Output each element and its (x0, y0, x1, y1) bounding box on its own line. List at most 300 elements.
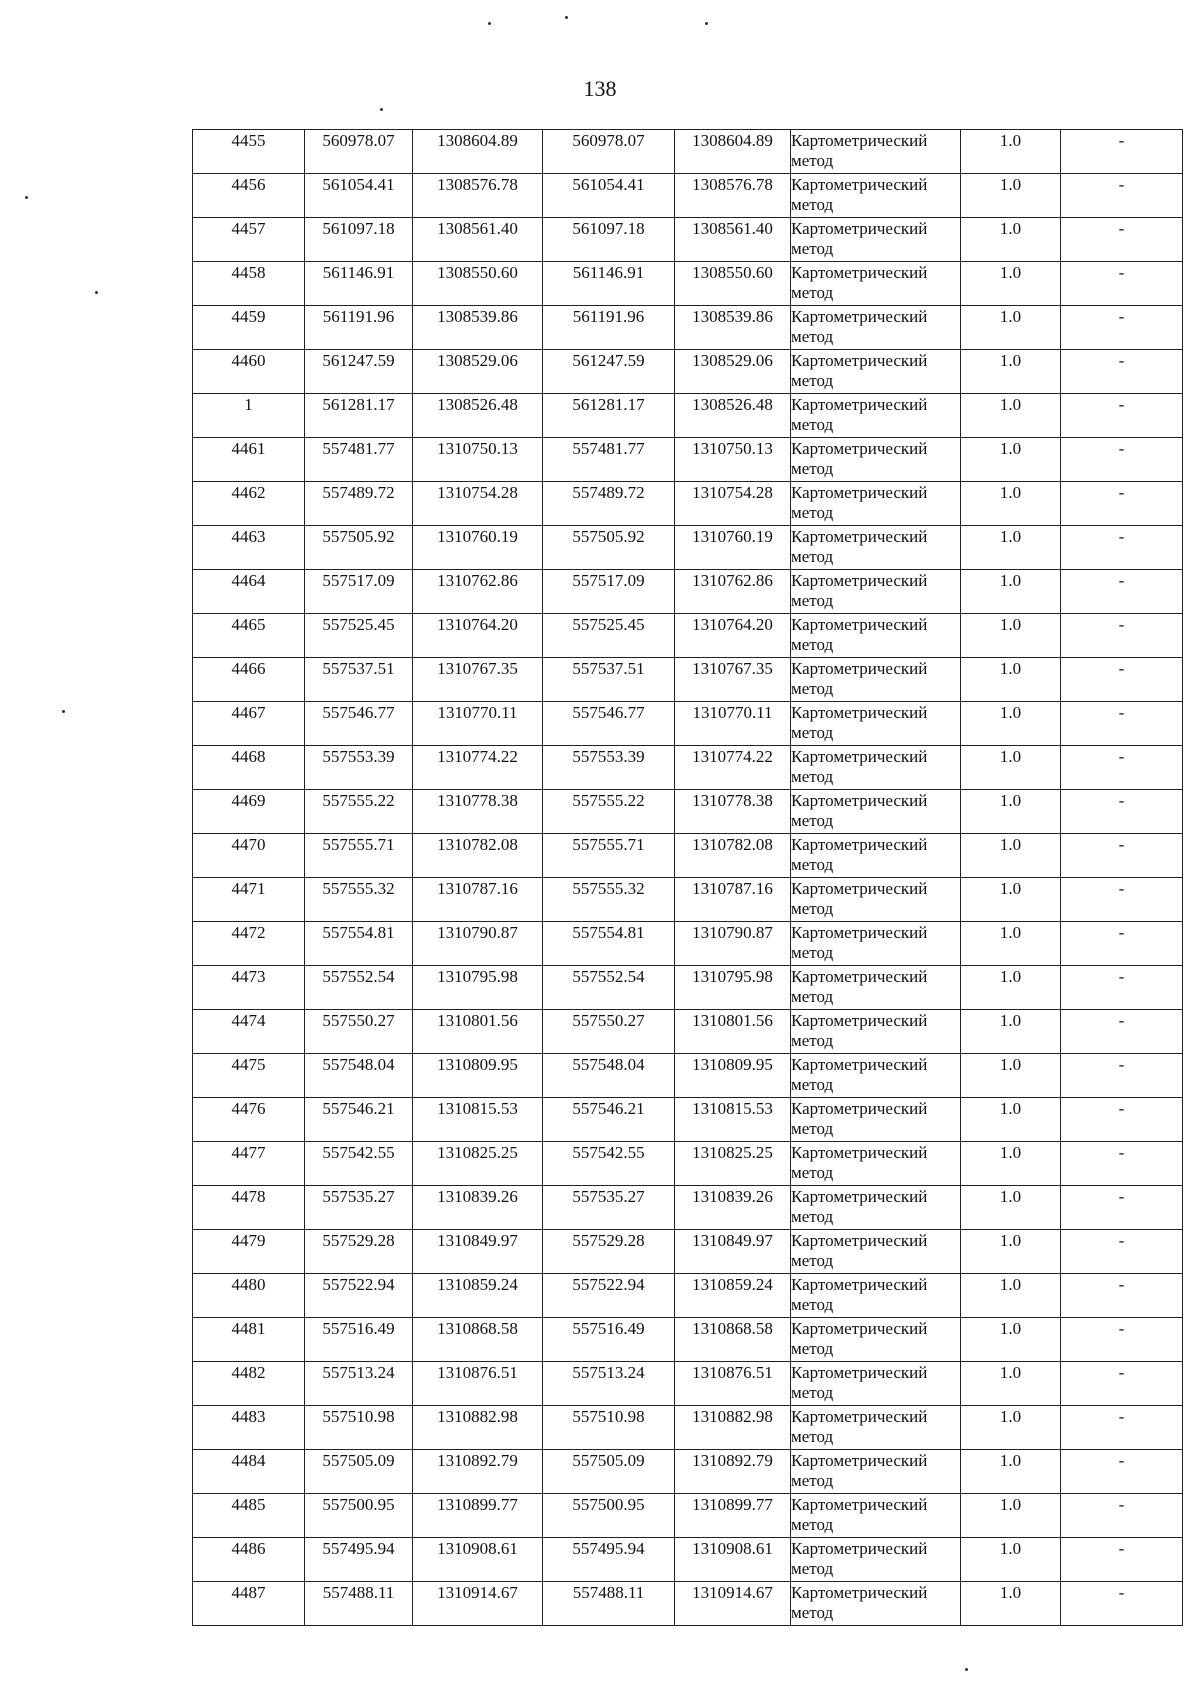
accuracy-cell: 1.0 (961, 922, 1061, 966)
method-line-2: метод (791, 899, 834, 918)
accuracy-cell: 1.0 (961, 218, 1061, 262)
method-line-2: метод (791, 767, 834, 786)
table-row (193, 966, 1183, 1010)
scan-speck (705, 22, 708, 25)
x-old-cell: 557510.98 (305, 1406, 413, 1450)
method-cell (791, 350, 961, 394)
method-cell (791, 1538, 961, 1582)
y-new-cell: 1310795.98 (675, 966, 791, 1010)
y-new-cell: 1308550.60 (675, 262, 791, 306)
note-cell: - (1061, 658, 1183, 702)
note-cell: - (1061, 1230, 1183, 1274)
y-old-cell: 1308529.06 (413, 350, 543, 394)
method-cell (791, 438, 961, 482)
x-old-cell: 557552.54 (305, 966, 413, 1010)
method-line-2: метод (791, 1339, 834, 1358)
accuracy-cell: 1.0 (961, 1362, 1061, 1406)
x-new-cell: 557522.94 (543, 1274, 675, 1318)
y-old-cell: 1310876.51 (413, 1362, 543, 1406)
note-cell: - (1061, 1494, 1183, 1538)
note-cell: - (1061, 1450, 1183, 1494)
method-cell (791, 746, 961, 790)
table-row (193, 1142, 1183, 1186)
accuracy-cell: 1.0 (961, 1450, 1061, 1494)
table-row (193, 834, 1183, 878)
method-line-2: метод (791, 151, 834, 170)
y-old-cell: 1308539.86 (413, 306, 543, 350)
y-new-cell: 1310767.35 (675, 658, 791, 702)
x-new-cell: 561054.41 (543, 174, 675, 218)
method-cell (791, 966, 961, 1010)
accuracy-cell: 1.0 (961, 438, 1061, 482)
accuracy-cell: 1.0 (961, 174, 1061, 218)
note-cell: - (1061, 1186, 1183, 1230)
point-number-cell: 4482 (193, 1362, 305, 1406)
y-old-cell: 1310801.56 (413, 1010, 543, 1054)
y-old-cell: 1310774.22 (413, 746, 543, 790)
accuracy-cell: 1.0 (961, 702, 1061, 746)
method-line-1: Картометрический (791, 1583, 928, 1602)
note-cell: - (1061, 1318, 1183, 1362)
accuracy-cell: 1.0 (961, 878, 1061, 922)
x-old-cell: 557517.09 (305, 570, 413, 614)
x-old-cell: 561146.91 (305, 262, 413, 306)
method-line-1: Картометрический (791, 395, 928, 414)
x-old-cell: 557555.71 (305, 834, 413, 878)
method-line-2: метод (791, 283, 834, 302)
point-number-cell: 4478 (193, 1186, 305, 1230)
table-row (193, 570, 1183, 614)
note-cell: - (1061, 218, 1183, 262)
accuracy-cell: 1.0 (961, 1010, 1061, 1054)
table-row (193, 306, 1183, 350)
accuracy-cell: 1.0 (961, 746, 1061, 790)
method-line-1: Картометрический (791, 1143, 928, 1162)
point-number-cell: 4461 (193, 438, 305, 482)
x-old-cell: 557529.28 (305, 1230, 413, 1274)
method-cell (791, 702, 961, 746)
table-row (193, 614, 1183, 658)
note-cell: - (1061, 834, 1183, 878)
point-number-cell: 4484 (193, 1450, 305, 1494)
x-new-cell: 557537.51 (543, 658, 675, 702)
note-cell: - (1061, 1362, 1183, 1406)
x-old-cell: 557546.77 (305, 702, 413, 746)
method-cell (791, 922, 961, 966)
point-number-cell: 4475 (193, 1054, 305, 1098)
method-line-2: метод (791, 415, 834, 434)
y-new-cell: 1310882.98 (675, 1406, 791, 1450)
method-line-2: метод (791, 503, 834, 522)
method-cell (791, 262, 961, 306)
scan-speck (380, 108, 383, 111)
point-number-cell: 4471 (193, 878, 305, 922)
method-cell (791, 1230, 961, 1274)
point-number-cell: 4457 (193, 218, 305, 262)
point-number-cell: 4483 (193, 1406, 305, 1450)
method-cell (791, 482, 961, 526)
method-line-1: Картометрический (791, 1231, 928, 1250)
method-cell (791, 526, 961, 570)
accuracy-cell: 1.0 (961, 1406, 1061, 1450)
method-line-1: Картометрический (791, 615, 928, 634)
y-old-cell: 1310770.11 (413, 702, 543, 746)
method-line-1: Картометрический (791, 703, 928, 722)
x-old-cell: 557548.04 (305, 1054, 413, 1098)
point-number-cell: 4462 (193, 482, 305, 526)
y-new-cell: 1310899.77 (675, 1494, 791, 1538)
x-old-cell: 557516.49 (305, 1318, 413, 1362)
y-old-cell: 1308550.60 (413, 262, 543, 306)
method-line-1: Картометрический (791, 527, 928, 546)
accuracy-cell: 1.0 (961, 1186, 1061, 1230)
point-number-cell: 4477 (193, 1142, 305, 1186)
method-cell (791, 1142, 961, 1186)
method-line-2: метод (791, 943, 834, 962)
y-old-cell: 1310825.25 (413, 1142, 543, 1186)
y-old-cell: 1308526.48 (413, 394, 543, 438)
method-cell (791, 570, 961, 614)
note-cell: - (1061, 570, 1183, 614)
y-new-cell: 1310762.86 (675, 570, 791, 614)
table-row (193, 218, 1183, 262)
y-old-cell: 1310899.77 (413, 1494, 543, 1538)
point-number-cell: 4487 (193, 1582, 305, 1626)
accuracy-cell: 1.0 (961, 1494, 1061, 1538)
note-cell: - (1061, 438, 1183, 482)
coordinates-table-body (193, 130, 1183, 1626)
x-old-cell: 557546.21 (305, 1098, 413, 1142)
table-row (193, 1582, 1183, 1626)
method-line-1: Картометрический (791, 1099, 928, 1118)
note-cell: - (1061, 1010, 1183, 1054)
method-line-2: метод (791, 547, 834, 566)
method-line-1: Картометрический (791, 1363, 928, 1382)
table-row (193, 1054, 1183, 1098)
note-cell: - (1061, 746, 1183, 790)
method-cell (791, 1362, 961, 1406)
page-number: 138 (583, 76, 617, 101)
table-row (193, 790, 1183, 834)
table-row (193, 658, 1183, 702)
x-new-cell: 557546.21 (543, 1098, 675, 1142)
method-cell (791, 1450, 961, 1494)
point-number-cell: 4469 (193, 790, 305, 834)
x-old-cell: 557555.22 (305, 790, 413, 834)
method-line-1: Картометрический (791, 1451, 928, 1470)
table-row (193, 1538, 1183, 1582)
y-old-cell: 1310809.95 (413, 1054, 543, 1098)
scan-speck (25, 196, 28, 199)
y-new-cell: 1310764.20 (675, 614, 791, 658)
point-number-cell: 4455 (193, 130, 305, 174)
y-new-cell: 1310770.11 (675, 702, 791, 746)
method-cell (791, 1406, 961, 1450)
y-old-cell: 1308576.78 (413, 174, 543, 218)
x-old-cell: 557553.39 (305, 746, 413, 790)
method-cell (791, 1186, 961, 1230)
point-number-cell: 4464 (193, 570, 305, 614)
table-row (193, 1406, 1183, 1450)
x-new-cell: 561146.91 (543, 262, 675, 306)
table-row (193, 526, 1183, 570)
accuracy-cell: 1.0 (961, 526, 1061, 570)
method-line-1: Картометрический (791, 659, 928, 678)
x-new-cell: 557552.54 (543, 966, 675, 1010)
y-new-cell: 1310859.24 (675, 1274, 791, 1318)
x-new-cell: 557517.09 (543, 570, 675, 614)
y-old-cell: 1310795.98 (413, 966, 543, 1010)
y-new-cell: 1310839.26 (675, 1186, 791, 1230)
method-line-2: метод (791, 723, 834, 742)
accuracy-cell: 1.0 (961, 658, 1061, 702)
x-old-cell: 557535.27 (305, 1186, 413, 1230)
x-old-cell: 557555.32 (305, 878, 413, 922)
x-old-cell: 557525.45 (305, 614, 413, 658)
y-new-cell: 1310782.08 (675, 834, 791, 878)
point-number-cell: 4468 (193, 746, 305, 790)
note-cell: - (1061, 1054, 1183, 1098)
method-line-2: метод (791, 1559, 834, 1578)
x-new-cell: 561247.59 (543, 350, 675, 394)
accuracy-cell: 1.0 (961, 306, 1061, 350)
x-new-cell: 557553.39 (543, 746, 675, 790)
x-old-cell: 557522.94 (305, 1274, 413, 1318)
method-cell (791, 790, 961, 834)
note-cell: - (1061, 966, 1183, 1010)
point-number-cell: 4485 (193, 1494, 305, 1538)
y-new-cell: 1310815.53 (675, 1098, 791, 1142)
y-new-cell: 1310790.87 (675, 922, 791, 966)
y-new-cell: 1310825.25 (675, 1142, 791, 1186)
note-cell: - (1061, 614, 1183, 658)
y-old-cell: 1310849.97 (413, 1230, 543, 1274)
table-row (193, 1318, 1183, 1362)
accuracy-cell: 1.0 (961, 1230, 1061, 1274)
y-old-cell: 1310778.38 (413, 790, 543, 834)
y-new-cell: 1310868.58 (675, 1318, 791, 1362)
point-number-cell: 4458 (193, 262, 305, 306)
table-row (193, 1098, 1183, 1142)
point-number-cell: 4467 (193, 702, 305, 746)
point-number-cell: 4481 (193, 1318, 305, 1362)
y-new-cell: 1310750.13 (675, 438, 791, 482)
method-line-1: Картометрический (791, 747, 928, 766)
method-line-1: Картометрический (791, 219, 928, 238)
point-number-cell: 4472 (193, 922, 305, 966)
method-line-2: метод (791, 1427, 834, 1446)
x-new-cell: 561281.17 (543, 394, 675, 438)
note-cell: - (1061, 1274, 1183, 1318)
x-old-cell: 557481.77 (305, 438, 413, 482)
point-number-cell: 4476 (193, 1098, 305, 1142)
y-new-cell: 1308539.86 (675, 306, 791, 350)
y-old-cell: 1310767.35 (413, 658, 543, 702)
y-new-cell: 1310774.22 (675, 746, 791, 790)
accuracy-cell: 1.0 (961, 1538, 1061, 1582)
method-line-2: метод (791, 1471, 834, 1490)
method-line-1: Картометрический (791, 1275, 928, 1294)
accuracy-cell: 1.0 (961, 350, 1061, 394)
method-line-2: метод (791, 1515, 834, 1534)
point-number-cell: 4470 (193, 834, 305, 878)
note-cell: - (1061, 262, 1183, 306)
y-old-cell: 1310892.79 (413, 1450, 543, 1494)
y-new-cell: 1310914.67 (675, 1582, 791, 1626)
x-new-cell: 557513.24 (543, 1362, 675, 1406)
x-new-cell: 557505.92 (543, 526, 675, 570)
method-line-1: Картометрический (791, 1407, 928, 1426)
method-cell (791, 1318, 961, 1362)
y-old-cell: 1310790.87 (413, 922, 543, 966)
table-row (193, 174, 1183, 218)
method-line-2: метод (791, 239, 834, 258)
method-line-1: Картометрический (791, 1319, 928, 1338)
x-new-cell: 557542.55 (543, 1142, 675, 1186)
table-row (193, 438, 1183, 482)
method-line-1: Картометрический (791, 131, 928, 150)
table-row (193, 350, 1183, 394)
table-row (193, 394, 1183, 438)
y-new-cell: 1310760.19 (675, 526, 791, 570)
method-line-2: метод (791, 1163, 834, 1182)
x-new-cell: 561191.96 (543, 306, 675, 350)
method-line-2: метод (791, 371, 834, 390)
y-old-cell: 1310750.13 (413, 438, 543, 482)
point-number-cell: 1 (193, 394, 305, 438)
method-line-2: метод (791, 1251, 834, 1270)
point-number-cell: 4473 (193, 966, 305, 1010)
method-line-1: Картометрический (791, 923, 928, 942)
method-cell (791, 174, 961, 218)
table-row (193, 1186, 1183, 1230)
note-cell: - (1061, 174, 1183, 218)
x-old-cell: 557537.51 (305, 658, 413, 702)
method-line-2: метод (791, 1207, 834, 1226)
accuracy-cell: 1.0 (961, 1054, 1061, 1098)
x-new-cell: 557548.04 (543, 1054, 675, 1098)
method-line-2: метод (791, 1295, 834, 1314)
x-old-cell: 557495.94 (305, 1538, 413, 1582)
method-cell (791, 218, 961, 262)
method-line-1: Картометрический (791, 175, 928, 194)
scan-speck (965, 1668, 968, 1671)
x-new-cell: 557505.09 (543, 1450, 675, 1494)
y-old-cell: 1310760.19 (413, 526, 543, 570)
x-new-cell: 557489.72 (543, 482, 675, 526)
point-number-cell: 4456 (193, 174, 305, 218)
table-row (193, 746, 1183, 790)
x-old-cell: 557505.92 (305, 526, 413, 570)
note-cell: - (1061, 1142, 1183, 1186)
y-old-cell: 1310914.67 (413, 1582, 543, 1626)
x-old-cell: 561247.59 (305, 350, 413, 394)
x-new-cell: 557550.27 (543, 1010, 675, 1054)
y-old-cell: 1310815.53 (413, 1098, 543, 1142)
scan-speck (95, 291, 98, 294)
y-new-cell: 1308561.40 (675, 218, 791, 262)
accuracy-cell: 1.0 (961, 570, 1061, 614)
table-row (193, 262, 1183, 306)
point-number-cell: 4486 (193, 1538, 305, 1582)
method-cell (791, 658, 961, 702)
method-cell (791, 614, 961, 658)
y-old-cell: 1310882.98 (413, 1406, 543, 1450)
method-cell (791, 1494, 961, 1538)
table-row (193, 1362, 1183, 1406)
method-cell (791, 834, 961, 878)
method-line-2: метод (791, 1031, 834, 1050)
method-line-2: метод (791, 1075, 834, 1094)
method-line-2: метод (791, 635, 834, 654)
y-new-cell: 1310876.51 (675, 1362, 791, 1406)
accuracy-cell: 1.0 (961, 1098, 1061, 1142)
method-line-2: метод (791, 679, 834, 698)
x-new-cell: 557554.81 (543, 922, 675, 966)
y-new-cell: 1310849.97 (675, 1230, 791, 1274)
x-new-cell: 557529.28 (543, 1230, 675, 1274)
accuracy-cell: 1.0 (961, 262, 1061, 306)
method-line-1: Картометрический (791, 1055, 928, 1074)
method-line-2: метод (791, 459, 834, 478)
x-new-cell: 557555.32 (543, 878, 675, 922)
y-new-cell: 1308604.89 (675, 130, 791, 174)
table-row (193, 702, 1183, 746)
method-line-2: метод (791, 195, 834, 214)
note-cell: - (1061, 1538, 1183, 1582)
x-new-cell: 557555.22 (543, 790, 675, 834)
method-cell (791, 306, 961, 350)
x-new-cell: 557481.77 (543, 438, 675, 482)
accuracy-cell: 1.0 (961, 1318, 1061, 1362)
y-new-cell: 1310892.79 (675, 1450, 791, 1494)
note-cell: - (1061, 1406, 1183, 1450)
note-cell: - (1061, 1582, 1183, 1626)
method-cell (791, 1582, 961, 1626)
x-old-cell: 561054.41 (305, 174, 413, 218)
method-line-1: Картометрический (791, 571, 928, 590)
note-cell: - (1061, 482, 1183, 526)
y-old-cell: 1310754.28 (413, 482, 543, 526)
method-line-1: Картометрический (791, 1495, 928, 1514)
method-line-1: Картометрический (791, 483, 928, 502)
method-line-1: Картометрический (791, 1187, 928, 1206)
table-row (193, 878, 1183, 922)
table-row (193, 1450, 1183, 1494)
accuracy-cell: 1.0 (961, 1142, 1061, 1186)
table-row (193, 1494, 1183, 1538)
accuracy-cell: 1.0 (961, 966, 1061, 1010)
method-line-1: Картометрический (791, 439, 928, 458)
note-cell: - (1061, 702, 1183, 746)
x-old-cell: 561281.17 (305, 394, 413, 438)
y-new-cell: 1308529.06 (675, 350, 791, 394)
x-new-cell: 557555.71 (543, 834, 675, 878)
x-old-cell: 557542.55 (305, 1142, 413, 1186)
y-new-cell: 1310801.56 (675, 1010, 791, 1054)
x-old-cell: 561097.18 (305, 218, 413, 262)
note-cell: - (1061, 306, 1183, 350)
y-new-cell: 1310809.95 (675, 1054, 791, 1098)
x-old-cell: 557505.09 (305, 1450, 413, 1494)
x-new-cell: 557500.95 (543, 1494, 675, 1538)
accuracy-cell: 1.0 (961, 614, 1061, 658)
point-number-cell: 4465 (193, 614, 305, 658)
point-number-cell: 4463 (193, 526, 305, 570)
x-old-cell: 557513.24 (305, 1362, 413, 1406)
y-old-cell: 1310782.08 (413, 834, 543, 878)
method-line-2: метод (791, 1603, 834, 1622)
